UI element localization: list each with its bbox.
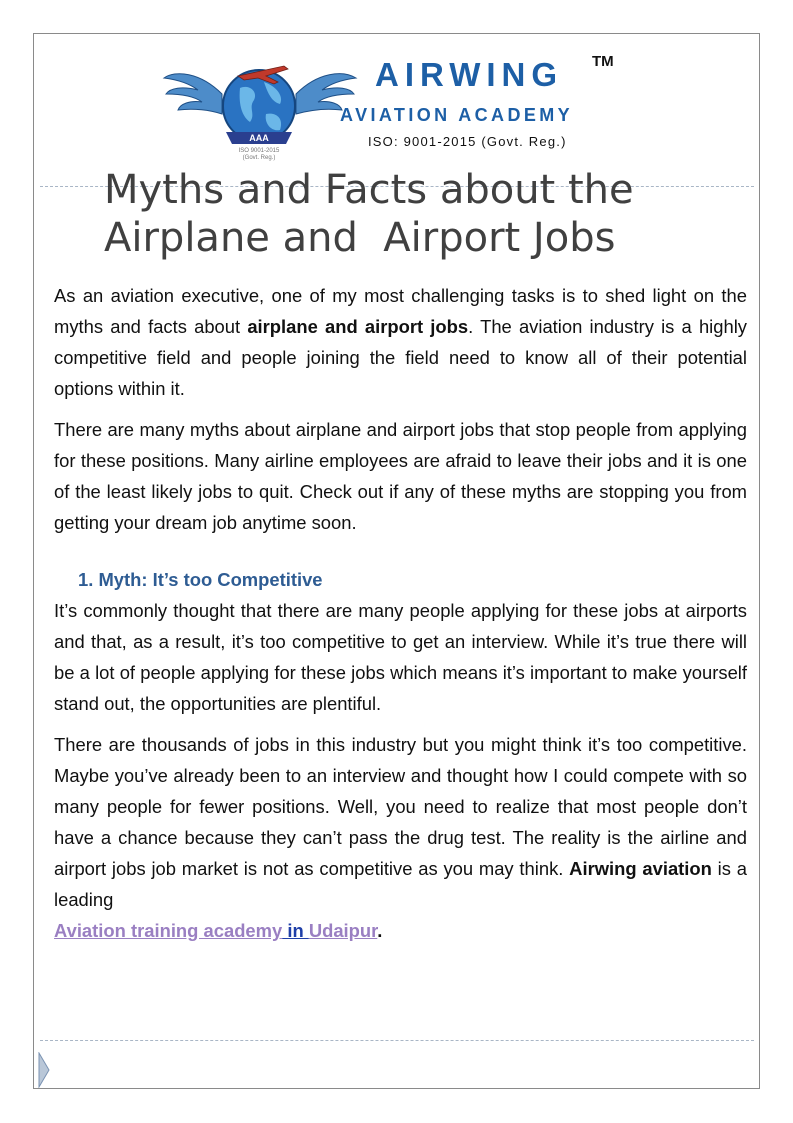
- link-in-text[interactable]: in: [282, 920, 309, 941]
- brand-name: AIRWING: [375, 56, 564, 93]
- footer-divider: [40, 1040, 754, 1041]
- iso-certification: ISO: 9001-2015 (Govt. Reg.): [368, 134, 567, 149]
- title-line-2: Airplane and Airport Jobs: [104, 215, 616, 261]
- airwing-logo: [160, 52, 630, 164]
- badge-small-text: ISO 9001-2015: [238, 148, 280, 154]
- aviation-training-academy-link[interactable]: Aviation training academy: [54, 920, 283, 941]
- section-heading-myth-1: 1. Myth: It’s too Competitive: [78, 569, 323, 590]
- article-body: [54, 280, 747, 956]
- brand-subtitle: AVIATION ACADEMY: [340, 105, 574, 125]
- play-arrow-icon[interactable]: [38, 1052, 50, 1088]
- badge-small-text-2: (Govt. Reg.): [242, 155, 276, 161]
- page-title: [104, 166, 744, 262]
- badge-text: AAA: [249, 133, 269, 143]
- section1-p2-text-a: There are thousands of jobs in this industry but you might think it’s too competitive. Maybe you’ve already been to an interview and thought how I could compete with so many people for fewer positions. Well, you need to realize that most people don’t have a chance because they can’t pass the drug test. The reality is the airline and airport jobs job market is not as competitive as you may think.: [54, 734, 747, 879]
- section1-paragraph-2: [54, 729, 747, 946]
- section1-paragraph-1: It’s commonly thought that there are many people applying for these jobs at airports and that, as a result, it’s too competitive to get an interview. While it’s true there will be a lot of people applying for these jobs which means it’s important to make yourself stand out, the opportunities are plentiful.: [54, 600, 747, 714]
- intro-p1-bold: airplane and airport jobs: [247, 316, 469, 337]
- intro-paragraph-2: There are many myths about airplane and airport jobs that stop people from applying for these positions. Many airline employees are afraid to leave their jobs and it is one of the least likely jobs to quit. Check out if any of these myths are stopping you from getting your dream job anytime soon.: [54, 419, 747, 533]
- intro-p1-text-b: . The aviation industry is a highly competitive field and people joining the field need to know all of their potential options within it.: [54, 316, 748, 399]
- trademark: TM: [592, 53, 614, 70]
- intro-p1-text-a: As an aviation executive, one of my most challenging tasks is to shed light on the myths and facts about: [54, 285, 747, 337]
- section1-p2-text-b: is a leading: [54, 858, 747, 910]
- udaipur-link[interactable]: Udaipur: [308, 920, 378, 941]
- section1-p2-end: .: [377, 920, 383, 941]
- title-line-1: Myths and Facts about the: [104, 167, 634, 213]
- section1-p2-bold: Airwing aviation: [569, 858, 712, 879]
- intro-paragraph-1: [54, 280, 747, 404]
- globe-wings-icon: [160, 52, 360, 164]
